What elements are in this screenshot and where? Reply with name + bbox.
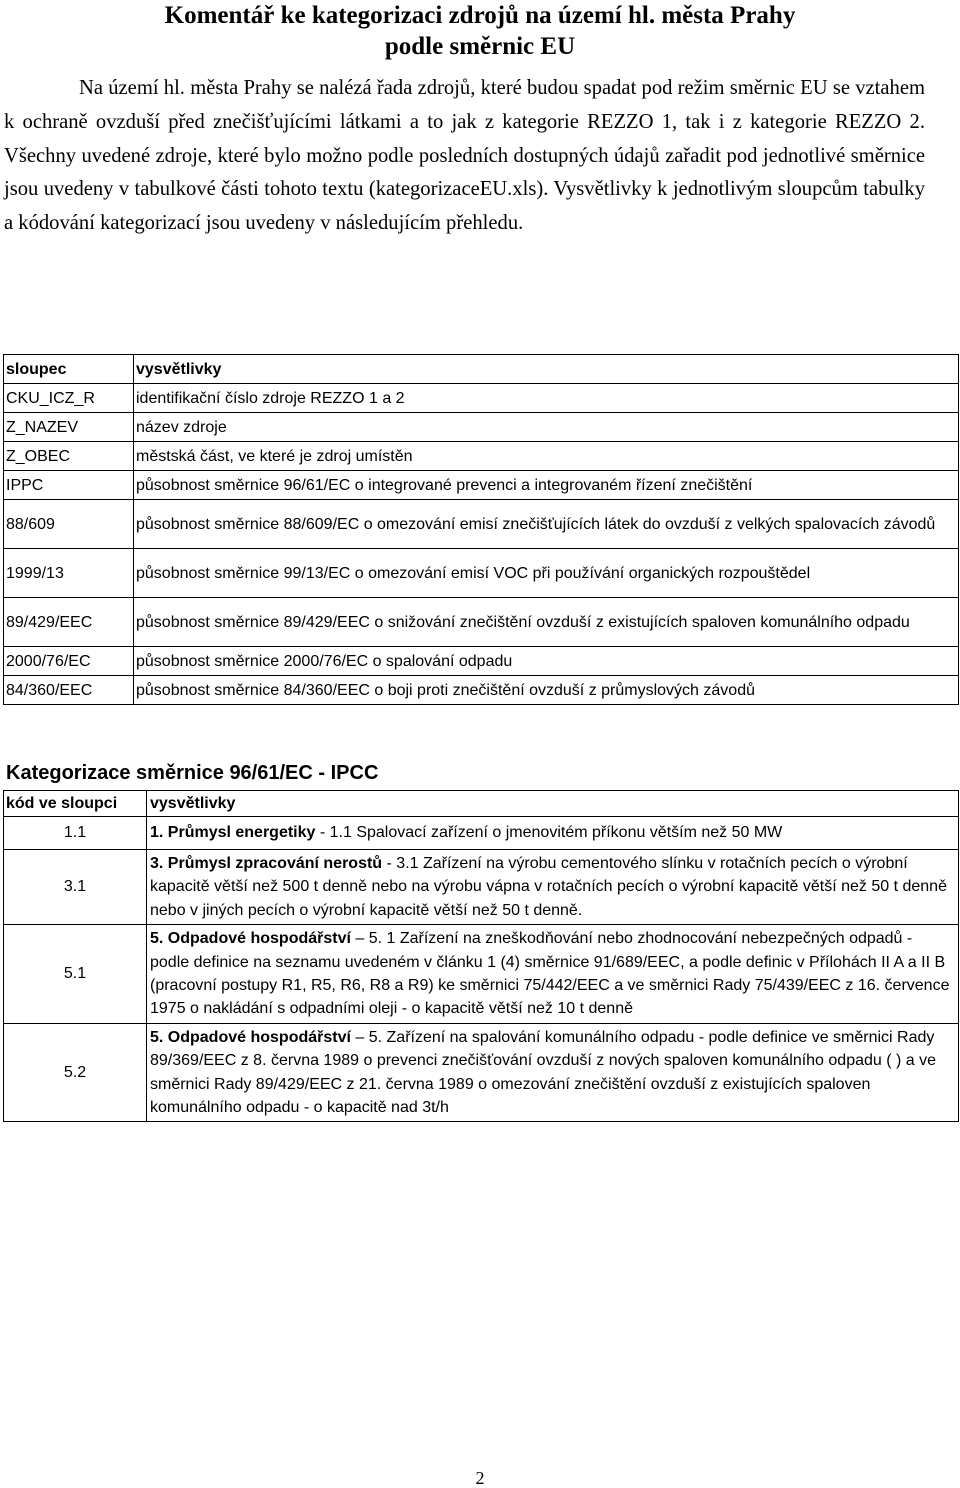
category-text: – 5. 1 Zařízení na zneškodňování nebo zhodnocování nebezpečných odpadů - podle definice na seznamu uvedeném v článku 1 (4) směrnice 91/689/EEC, a podle definic v Přílohách II A a II B (pracovní postupy R1, R5, R6, R8 a R9) ke směrnici 75/442/EEC a ve směrnici Rady 75/439/EEC z 16. července 1975 o nakládání s odpadními oleji - o kapacitě větší než 10 t denně — [150, 930, 950, 1018]
category-description — [147, 925, 959, 1024]
table-row — [4, 500, 959, 549]
ippc-section-heading: Kategorizace směrnice 96/61/EC - IPCC — [6, 762, 379, 784]
column-code: Z_NAZEV — [4, 413, 134, 442]
column-code: 2000/76/EC — [4, 647, 134, 676]
column-code: 89/429/EEC — [4, 598, 134, 647]
table-row — [4, 442, 959, 471]
table-row — [4, 598, 959, 647]
category-text: - 3.1 Zařízení na výrobu cementového slínku v rotačních pecích o výrobní kapacitě větší než 500 t denně nebo na výrobu vápna v rotačních pecích o výrobní kapacitě větší než 50 t denně nebo v jiných pecích o výrobní kapacitě větší než 50 t denně. — [150, 855, 947, 919]
table-row — [4, 384, 959, 413]
column-explanation: identifikační číslo zdroje REZZO 1 a 2 — [134, 384, 959, 413]
table-row — [4, 1023, 959, 1122]
column-explanation: působnost směrnice 84/360/EEC o boji proti znečištění ovzduší z průmyslových závodů — [134, 676, 959, 705]
column-explanation: působnost směrnice 99/13/EC o omezování emisí VOC při používání organických rozpouštědel — [134, 549, 959, 598]
category-text: – 5. Zařízení na spalování komunálního odpadu - podle definice ve směrnici Rady 89/369/EEC z 8. června 1989 o prevenci znečišťování ovzduší z nových spaloven komunálního odpadu ( ) a ve směrnici Rady 89/429/EEC z 21. června 1989 o omezování znečištění ovzduší z existujících spaloven komunálního odpadu - o kapacitě nad 3t/h — [150, 1028, 937, 1117]
category-description — [147, 850, 959, 925]
category-text: - 1.1 Spalovací zařízení o jmenovitém příkonu větším než 50 MW — [315, 824, 783, 842]
category-code: 1.1 — [4, 817, 147, 850]
column-explanation: název zdroje — [134, 413, 959, 442]
page-number: 2 — [475, 1468, 485, 1488]
columns-table — [3, 354, 959, 705]
category-code: 5.2 — [4, 1023, 147, 1122]
category-title: 1. Průmysl energetiky — [150, 824, 316, 842]
table-row — [4, 413, 959, 442]
column-explanation: působnost směrnice 96/61/EC o integrované prevenci a integrovaném řízení znečištění — [134, 471, 959, 500]
header-cell-explanation: vysvětlivky — [147, 791, 959, 817]
column-explanation: působnost směrnice 88/609/EC o omezování emisí znečišťujících látek do ovzduší z velkých spalovacích závodů — [134, 500, 959, 549]
column-code: 84/360/EEC — [4, 676, 134, 705]
table-row — [4, 850, 959, 925]
category-code: 5.1 — [4, 925, 147, 1024]
table-row — [4, 549, 959, 598]
column-code: CKU_ICZ_R — [4, 384, 134, 413]
category-description — [147, 1023, 959, 1122]
table-row — [4, 471, 959, 500]
table-row — [4, 647, 959, 676]
column-explanation: městská část, ve které je zdroj umístěn — [134, 442, 959, 471]
column-explanation: působnost směrnice 2000/76/EC o spalování odpadu — [134, 647, 959, 676]
column-code: 88/609 — [4, 500, 134, 549]
table-header-row — [4, 791, 959, 817]
column-code: Z_OBEC — [4, 442, 134, 471]
category-description — [147, 817, 959, 850]
category-code: 3.1 — [4, 850, 147, 925]
table-row — [4, 925, 959, 1024]
document-subtitle: podle směrnic EU — [384, 33, 576, 60]
ippc-table — [3, 790, 959, 1122]
column-explanation: působnost směrnice 89/429/EEC o snižování znečištění ovzduší z existujících spaloven komunálního odpadu — [134, 598, 959, 647]
category-title: 5. Odpadové hospodářství — [150, 930, 351, 948]
category-title: 5. Odpadové hospodářství — [150, 1028, 351, 1046]
header-cell-explanation: vysvětlivky — [134, 355, 959, 384]
column-code: IPPC — [4, 471, 134, 500]
header-cell-code: kód ve sloupci — [4, 791, 147, 817]
table-header-row — [4, 355, 959, 384]
document-title: Komentář ke kategorizaci zdrojů na území hl. města Prahy — [164, 2, 796, 29]
column-code: 1999/13 — [4, 549, 134, 598]
category-title: 3. Průmysl zpracování nerostů — [150, 855, 383, 872]
intro-paragraph: Na území hl. města Prahy se nalézá řada zdrojů, které budou spadat pod režim směrnic EU se vztahem k ochraně ovzduší před znečišťujícími látkami a to jak z kategorie REZZO 1, tak i z kategorie REZZO 2. Všechny uvedené zdroje, které bylo možno podle posledních dostupných údajů zařadit pod jednotlivé směrnice jsou uvedeny v tabulkové části tohoto textu (kategorizaceEU.xls). Vysvětlivky k jednotlivým sloupcům tabulky a kódování kategorizací jsou uvedeny v následujícím přehledu. — [4, 77, 925, 235]
header-cell-column: sloupec — [4, 355, 134, 384]
table-row — [4, 676, 959, 705]
table-row — [4, 817, 959, 850]
